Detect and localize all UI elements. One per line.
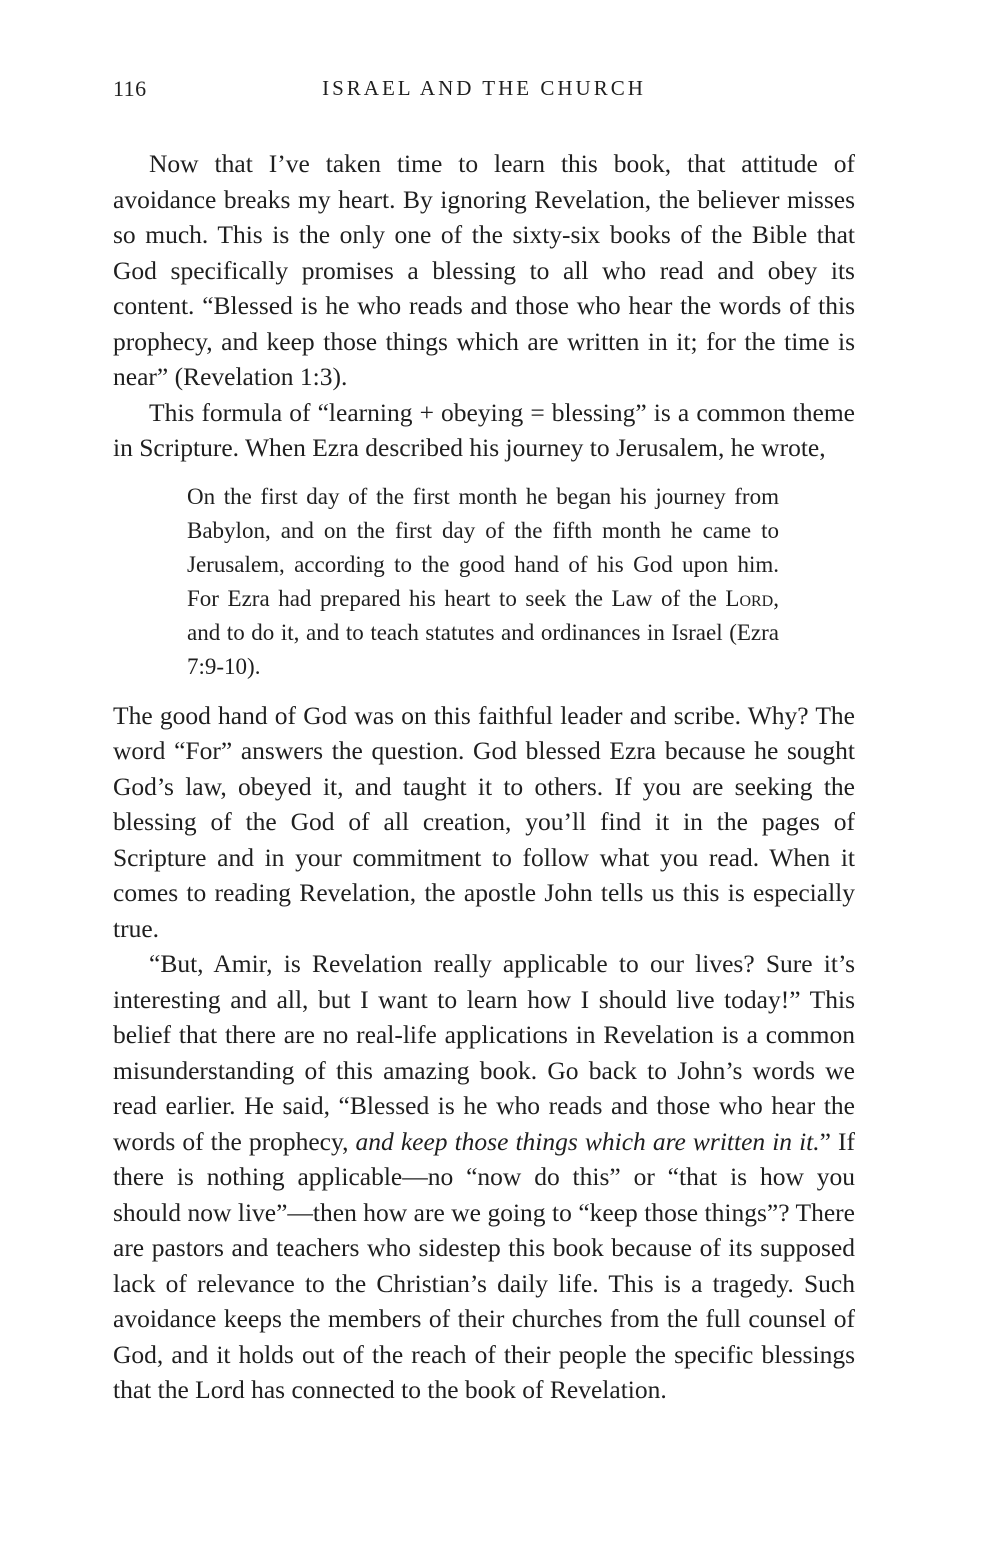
- book-page: [113, 0, 855, 1547]
- quote-lord-small-caps: Lord: [725, 585, 774, 611]
- paragraph-2: This formula of “learning + obeying = blessing” is a common theme in Scripture. When Ezra described his journey to Jerusalem, he wrote,: [113, 397, 855, 462]
- paragraph-4: [113, 946, 855, 1408]
- paragraph-4-before: “But, Amir, is Revelation really applicable to our lives? Sure it’s interesting and all, but I want to learn how I should live today!” This belief that there are no real-life applications in Revelation is a common misunderstanding of this amazing book. Go back to John’s words we read earlier. He said, “Blessed is he who reads and those who hear the words of the prophecy,: [113, 949, 855, 1156]
- ezra-block-quote: [187, 480, 779, 684]
- quote-text-before: On the first day of the first month he began his journey from Babylon, and on the first day of the fifth month he came to Jerusalem, according to the good hand of his God upon him. For Ezra had prepared his heart to seek the Law of the: [187, 483, 779, 611]
- paragraph-4-italic: and keep those things which are written in it.: [355, 1126, 820, 1156]
- running-title: ISRAEL AND THE CHURCH: [322, 76, 646, 100]
- paragraph-4-after: ” If there is nothing applicable—no “now do this” or “that is how you should now live”—then how are we going to “keep those things”? There are pastors and teachers who sidestep this book because of its supposed lack of relevance to the Christian’s daily life. This is a tragedy. Such avoidance keeps the members of their churches from the full counsel of God, and it holds out of the reach of their people the specific blessings that the Lord has connected to the book of Revelation.: [113, 1126, 855, 1404]
- body-text: [113, 146, 855, 1408]
- paragraph-1: Now that I’ve taken time to learn this book, that attitude of avoidance breaks my heart. By ignoring Revelation, the believer misses so much. This is the only one of the sixty-six books of the Bible that God specifically promises a blessing to all who read and obey its content. “Blessed is he who reads and those who hear the words of this prophecy, and keep those things which are written in it; for the time is near” (Revelation 1:3).: [113, 149, 855, 391]
- quote-text-after: , and to do it, and to teach statutes and ordinances in Israel (Ezra 7:9-10).: [187, 585, 779, 679]
- paragraph-3: The good hand of God was on this faithful leader and scribe. Why? The word “For” answers the question. God blessed Ezra because he sought God’s law, obeyed it, and taught it to others. If you are seeking the blessing of the God of all creation, you’ll find it in the pages of Scripture and in your commitment to follow what you read. When it comes to reading Revelation, the apostle John tells us this is especially true.: [113, 700, 855, 943]
- running-head: [113, 74, 855, 108]
- page-number: 116: [113, 76, 147, 101]
